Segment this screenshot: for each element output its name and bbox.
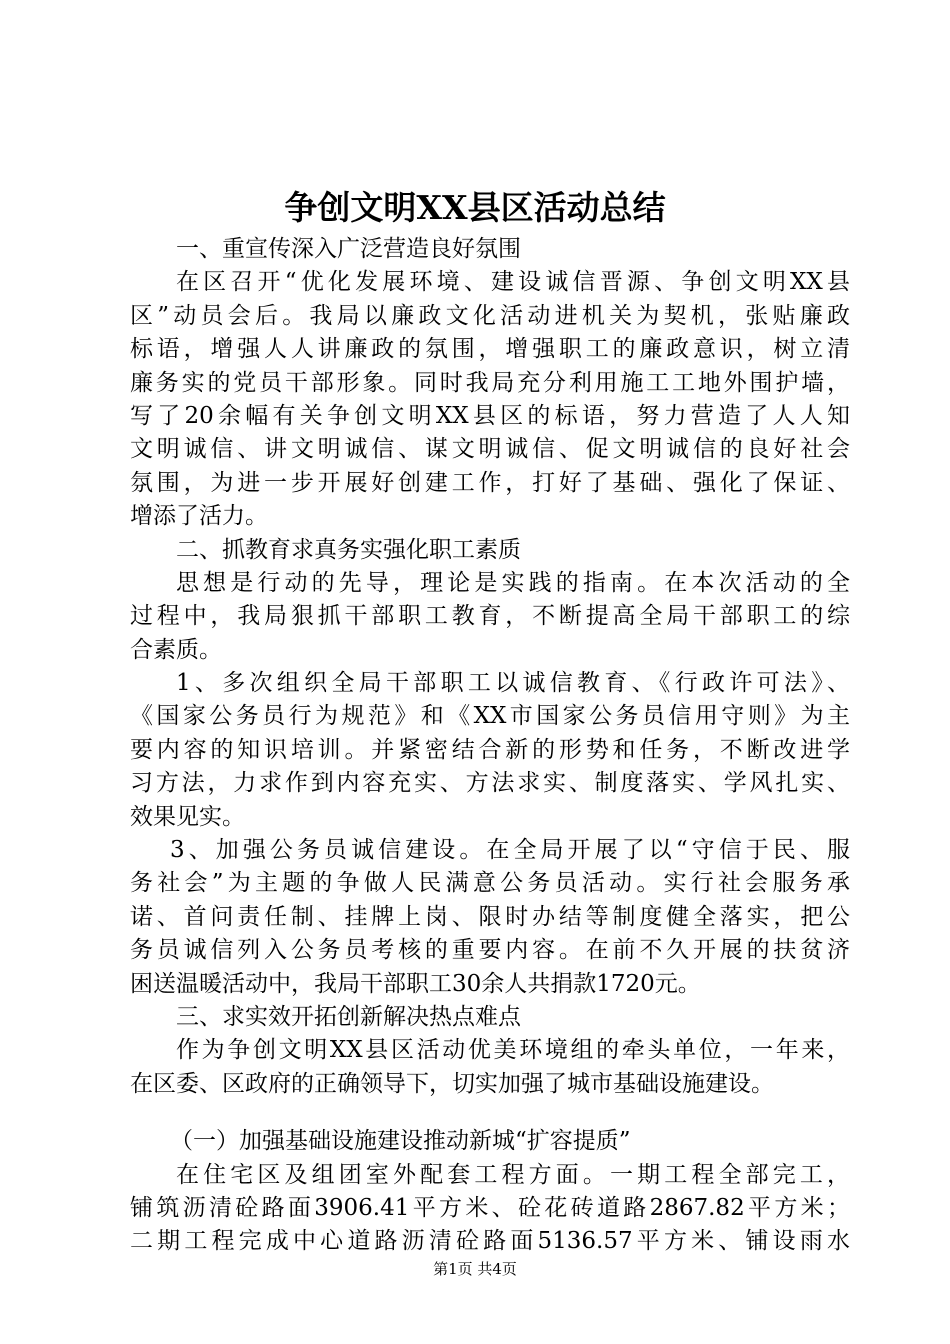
document-body [130,233,850,1259]
paragraph-line: 作为争创文明XX县区活动优美环境组的牵头单位，一年来， [176,1037,850,1064]
section-heading: 一、重宣传深入广泛营造良好氛围 [176,236,521,262]
paragraph-line: 3、加强公务员诚信建设。在全局开展了以“守信于民、服 [170,837,850,864]
paragraph-line: 在区召开“优化发展环境、建设诚信晋源、争创文明XX县 [176,269,850,296]
paragraph-line: 要内容的知识培训。并紧密结合新的形势和任务，不断改进学 [130,736,850,763]
paragraph-line: 二期工程完成中心道路沥清砼路面5136.57平方米、铺设雨水 [130,1228,850,1255]
paragraph-line: 思想是行动的先导，理论是实践的指南。在本次活动的全 [176,569,850,596]
section-heading: 三、求实效开拓创新解决热点难点 [176,1003,521,1030]
paragraph-line: 效果见实。 [130,803,245,830]
paragraph-line: 氛围，为进一步开展好创建工作，打好了基础、强化了保证、 [130,469,850,496]
document-title: 争创文明XX县区活动总结 [284,188,666,227]
paragraph-line: 文明诚信、讲文明诚信、谋文明诚信、促文明诚信的良好社会 [130,436,850,463]
paragraph-line: 务社会”为主题的争做人民满意公务员活动。实行社会服务承 [130,870,850,897]
paragraph-line: 务员诚信列入公务员考核的重要内容。在前不久开展的扶贫济 [130,937,850,964]
paragraph-line: 过程中，我局狠抓干部职工教育，不断提高全局干部职工的综 [130,603,850,630]
paragraph-line: 习方法，力求作到内容充实、方法求实、制度落实、学风扎实、 [130,770,850,797]
paragraph-line: 增添了活力。 [130,503,268,530]
paragraph-line: 在区委、区政府的正确领导下，切实加强了城市基础设施建设。 [130,1070,774,1097]
paragraph-line: 在住宅区及组团室外配套工程方面。一期工程全部完工， [176,1161,850,1188]
paragraph-gap [130,1101,850,1125]
paragraph-line: 廉务实的党员干部形象。同时我局充分利用施工工地外围护墙， [130,369,850,396]
paragraph-line: 区”动员会后。我局以廉政文化活动进机关为契机，张贴廉政 [130,302,850,329]
paragraph-line: 诺、首问责任制、挂牌上岗、限时办结等制度健全落实，把公 [130,903,850,930]
paragraph-line: 写了20余幅有关争创文明XX县区的标语，努力营造了人人知 [130,402,850,429]
paragraph-line: 标语，增强人人讲廉政的氛围，增强职工的廉政意识，树立清 [130,336,850,363]
paragraph-line: 困送温暖活动中，我局干部职工30余人共捐款1720元。 [130,970,701,997]
paragraph-line: 《国家公务员行为规范》和《XX市国家公务员信用守则》为主 [130,703,850,730]
section-heading: 二、抓教育求真务实强化职工素质 [176,536,521,563]
paragraph-line: 合素质。 [130,636,222,663]
paragraph-line: 1、多次组织全局干部职工以诚信教育、《行政许可法》、 [176,670,850,697]
page-footer: 第1页 共4页 [433,1260,517,1278]
subsection-heading: （一）加强基础设施建设推动新城“扩容提质” [170,1128,631,1155]
paragraph-line: 铺筑沥清砼路面3906.41平方米、砼花砖道路2867.82平方米； [130,1194,850,1221]
